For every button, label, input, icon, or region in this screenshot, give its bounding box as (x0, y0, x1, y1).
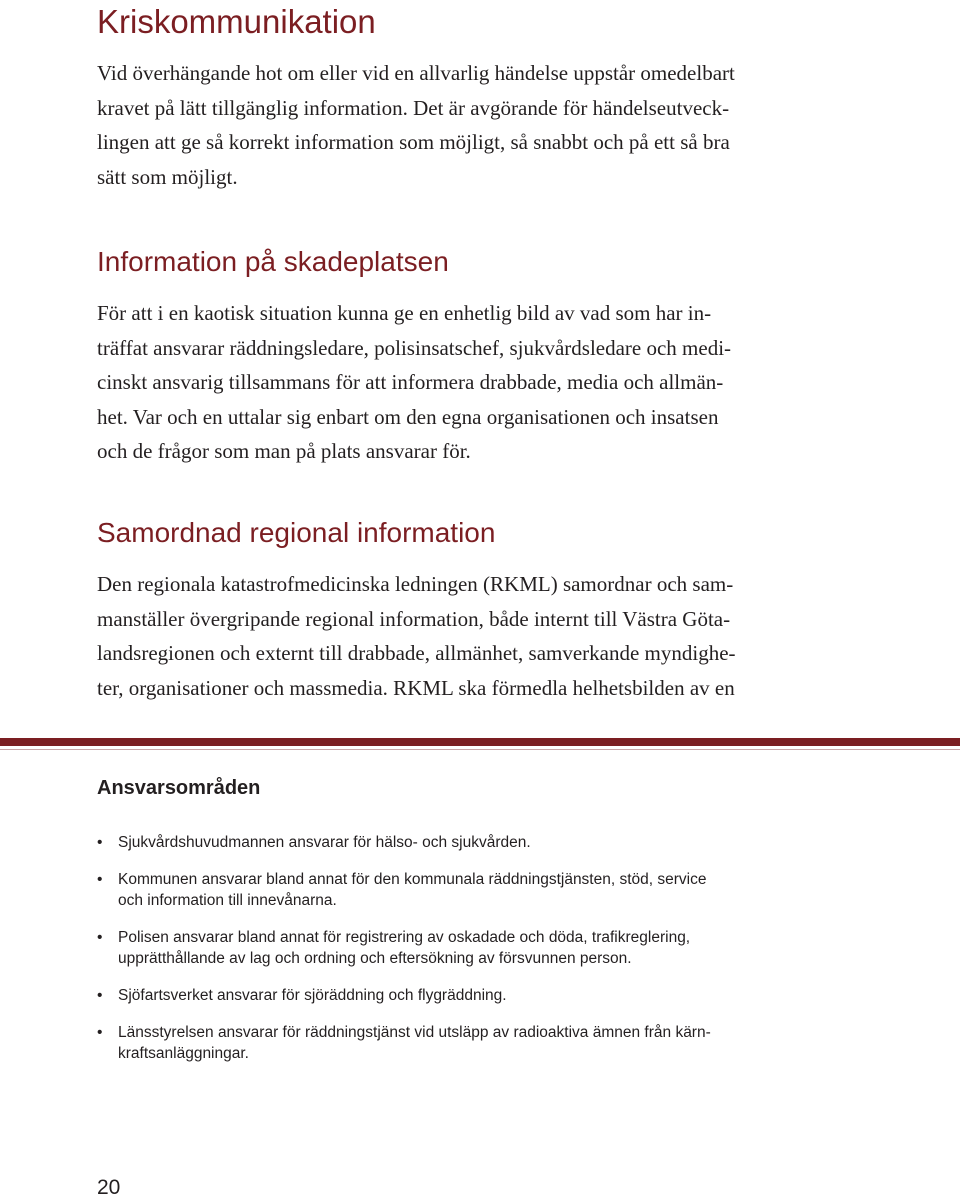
list-item (97, 927, 837, 969)
paragraph-line: cinskt ansvarig tillsammans för att informera drabbade, media och allmän- (97, 370, 724, 394)
paragraph-line: Den regionala katastrofmedicinska ledningen (RKML) samordnar och sam- (97, 572, 734, 596)
paragraph-line: träffat ansvarar räddningsledare, polisinsatschef, sjukvårdsledare och medi- (97, 335, 732, 360)
paragraph-line: kravet på lätt tillgänglig information. Det är avgörande för händelseutveck- (97, 95, 730, 120)
list-item-line: Sjukvårdshuvudmannen ansvarar för hälso- och sjukvården. (118, 834, 531, 851)
list-item-line: och information till innevånarna. (118, 892, 337, 909)
paragraph-samordnad-regional-information (97, 567, 837, 705)
paragraph-line: sätt som möjligt. (97, 164, 238, 189)
bullet-icon: • (97, 834, 103, 851)
heading-information-pa-skadeplatsen: Information på skadeplatsen (97, 246, 449, 277)
paragraph-line: ter, organisationer och massmedia. RKML ska förmedla helhetsbilden av en (97, 675, 735, 700)
bullet-icon: • (97, 1024, 103, 1041)
paragraph-line: het. Var och en uttalar sig enbart om den egna organisationen och insatsen (97, 404, 719, 429)
section-divider-shadow (0, 749, 960, 750)
paragraph-line: manställer övergripande regional information, både internt till Västra Göta- (97, 606, 731, 631)
list-item (97, 869, 837, 911)
list-item (97, 985, 837, 1006)
list-item-line: upprätthållande av lag och ordning och eftersökning av försvunnen person. (118, 950, 632, 967)
paragraph-information-pa-skadeplatsen (97, 296, 837, 469)
list-item-line: Polisen ansvarar bland annat för registrering av oskadade och döda, trafikreglering, (118, 929, 691, 946)
heading-kriskommunikation: Kriskommunikation (97, 3, 376, 40)
paragraph-line: lingen att ge så korrekt information som möjligt, så snabbt och på ett så bra (97, 130, 730, 154)
paragraph-line: landsregionen och externt till drabbade, allmänhet, samverkande myndighe- (97, 641, 736, 665)
list-item-line: kraftsanläggningar. (118, 1045, 249, 1062)
paragraph-kriskommunikation (97, 56, 837, 194)
paragraph-line: Vid överhängande hot om eller vid en allvarlig händelse uppstår omedelbart (97, 61, 735, 85)
page-number: 20 (97, 1176, 121, 1199)
bullet-icon: • (97, 987, 103, 1004)
paragraph-line: För att i en kaotisk situation kunna ge en enhetlig bild av vad som har in- (97, 301, 712, 325)
paragraph-line: och de frågor som man på plats ansvarar för. (97, 439, 471, 463)
bullet-icon: • (97, 929, 103, 946)
list-item-line: Länsstyrelsen ansvarar för räddningstjänst vid utsläpp av radioaktiva ämnen från kärn- (118, 1024, 711, 1041)
list-item-line: Sjöfartsverket ansvarar för sjöräddning och flygräddning. (118, 987, 507, 1004)
list-item (97, 832, 837, 853)
list-item (97, 1022, 837, 1064)
responsibility-list (97, 832, 837, 1080)
list-item-line: Kommunen ansvarar bland annat för den kommunala räddningstjänsten, stöd, service (118, 871, 707, 888)
box-title-ansvarsomraden: Ansvarsområden (97, 777, 261, 799)
heading-samordnad-regional-information: Samordnad regional information (97, 517, 496, 548)
bullet-icon: • (97, 871, 103, 888)
section-divider (0, 738, 960, 746)
